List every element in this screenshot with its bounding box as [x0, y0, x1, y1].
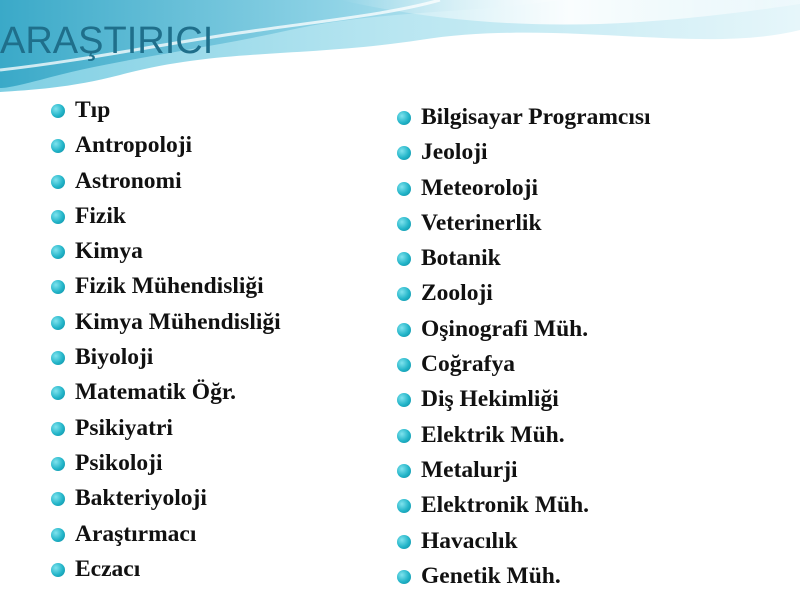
- list-item: [50, 446, 281, 481]
- bullet-icon: [51, 528, 65, 542]
- list-item-label: Astronomi: [75, 167, 182, 194]
- list-item-label: Psikiyatri: [75, 414, 173, 441]
- bullet-icon: [51, 457, 65, 471]
- list-item-label: Elektronik Müh.: [421, 492, 590, 519]
- bullet-icon: [51, 280, 65, 294]
- bullet-icon: [397, 182, 411, 196]
- bullet-icon: [51, 175, 65, 189]
- list-item: [396, 418, 651, 453]
- list-item: [396, 206, 651, 241]
- list-item: [50, 552, 281, 587]
- bullet-icon: [397, 570, 411, 584]
- bullet-icon: [397, 535, 411, 549]
- list-item: [50, 128, 281, 163]
- bullet-icon: [51, 245, 65, 259]
- list-item-label: Biyoloji: [75, 344, 154, 371]
- list-item-label: Havacılık: [421, 527, 518, 554]
- bullet-icon: [397, 358, 411, 372]
- list-item: [396, 559, 651, 594]
- bullet-icon: [397, 287, 411, 301]
- list-item: [50, 164, 281, 199]
- bullet-icon: [51, 139, 65, 153]
- list-item: [396, 171, 651, 206]
- list-item: [396, 135, 651, 170]
- slide-title: ARAŞTIRICI: [0, 20, 214, 62]
- list-item-label: Meteoroloji: [421, 174, 539, 201]
- list-item: [50, 411, 281, 446]
- list-item-label: Diş Hekimliği: [421, 386, 559, 413]
- list-item-label: Metalurji: [421, 456, 518, 483]
- list-item-label: Fizik: [75, 202, 126, 229]
- list-item: [50, 93, 281, 128]
- bullet-icon: [397, 111, 411, 125]
- bullet-icon: [397, 393, 411, 407]
- list-item-label: Genetik Müh.: [421, 562, 561, 589]
- list-item-label: Bakteriyoloji: [75, 485, 207, 512]
- list-item: [396, 382, 651, 417]
- list-item-label: Botanik: [421, 245, 501, 272]
- list-item-label: Zooloji: [421, 280, 493, 307]
- list-item: [50, 517, 281, 552]
- list-item-label: Antropoloji: [75, 132, 193, 159]
- list-item-label: Eczacı: [75, 555, 141, 582]
- list-item: [50, 269, 281, 304]
- bullet-icon: [51, 316, 65, 330]
- bullet-icon: [51, 386, 65, 400]
- list-item-label: Coğrafya: [421, 351, 515, 378]
- left-career-list: [50, 93, 281, 587]
- bullet-icon: [51, 492, 65, 506]
- list-item-label: Fizik Mühendisliği: [75, 273, 264, 300]
- bullet-icon: [397, 464, 411, 478]
- list-item-label: Oşinografi Müh.: [421, 315, 589, 342]
- list-item-label: Kimya Mühendisliği: [75, 308, 281, 335]
- list-item: [396, 453, 651, 488]
- list-item: [50, 375, 281, 410]
- bullet-icon: [51, 210, 65, 224]
- list-item: [50, 340, 281, 375]
- list-item: [396, 524, 651, 559]
- bullet-icon: [51, 351, 65, 365]
- bullet-icon: [397, 323, 411, 337]
- bullet-icon: [397, 217, 411, 231]
- list-item-label: Bilgisayar Programcısı: [421, 104, 651, 130]
- bullet-icon: [397, 146, 411, 160]
- list-item-label: Kimya: [75, 238, 143, 265]
- list-item-label: Psikoloji: [75, 449, 163, 476]
- bullet-icon: [397, 252, 411, 266]
- list-item: [396, 312, 651, 347]
- bullet-icon: [397, 429, 411, 443]
- list-item-label: Matematik Öğr.: [75, 379, 236, 406]
- list-item: [50, 234, 281, 269]
- list-item: [50, 481, 281, 516]
- list-item: [50, 305, 281, 340]
- list-item: [396, 100, 651, 135]
- list-item: [50, 199, 281, 234]
- bullet-icon: [51, 422, 65, 436]
- list-item-label: Elektrik Müh.: [421, 421, 565, 448]
- list-item: [396, 276, 651, 311]
- list-item: [396, 241, 651, 276]
- list-item: [396, 347, 651, 382]
- right-career-list: [396, 100, 651, 594]
- list-item-label: Tıp: [75, 97, 111, 123]
- list-item: [396, 488, 651, 523]
- list-item-label: Araştırmacı: [75, 520, 197, 547]
- bullet-icon: [51, 104, 65, 118]
- bullet-icon: [51, 563, 65, 577]
- list-item-label: Veterinerlik: [421, 209, 542, 236]
- list-item-label: Jeoloji: [421, 139, 488, 166]
- bullet-icon: [397, 499, 411, 513]
